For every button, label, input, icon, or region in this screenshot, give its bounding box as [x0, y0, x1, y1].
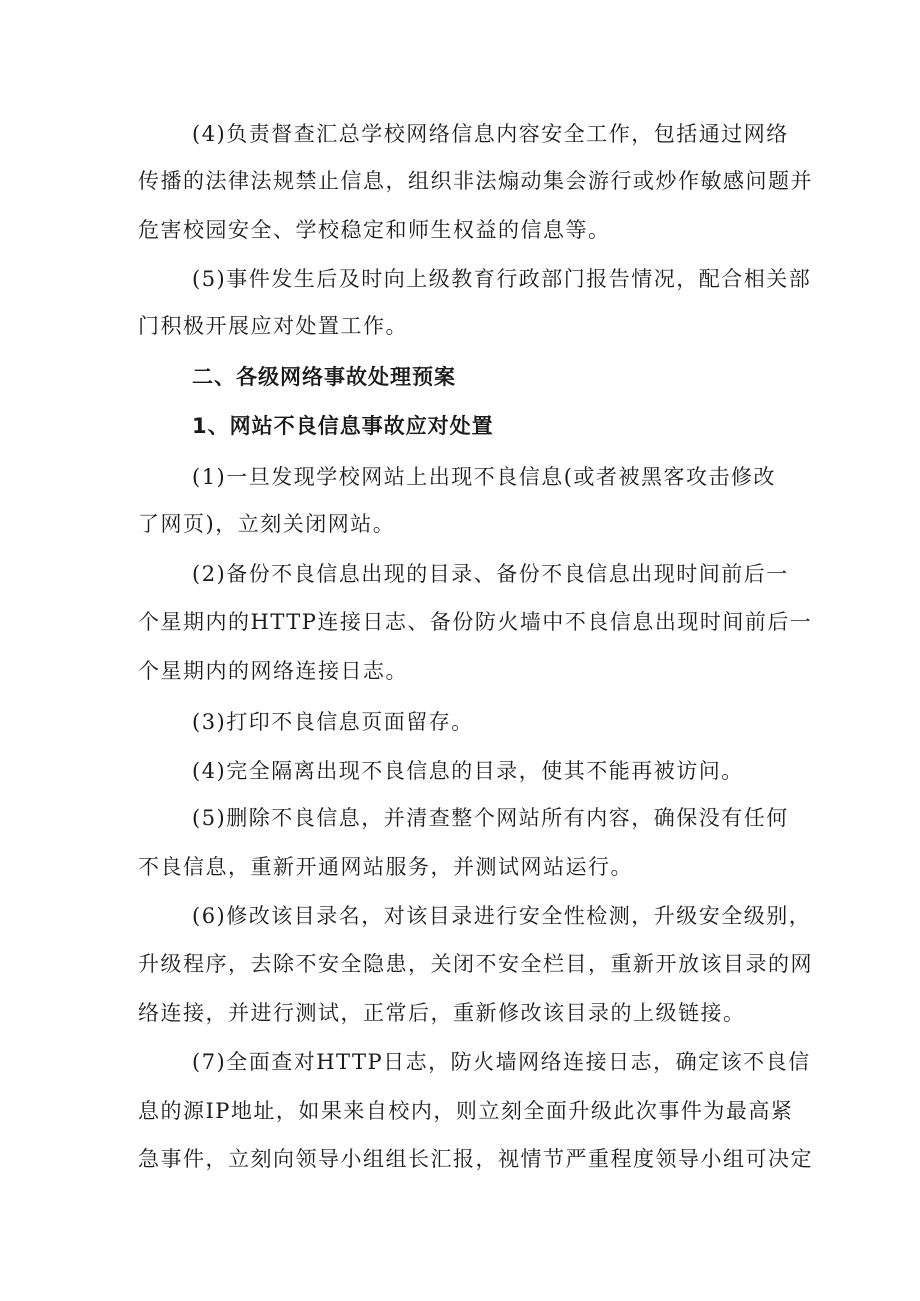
paragraph-4-line-1: (4)负责督查汇总学校网络信息内容安全工作，包括通过网络 — [192, 122, 789, 146]
paragraph-4-line-3: 危害校园安全、学校稳定和师生权益的信息等。 — [138, 218, 611, 242]
step-6-line-2: 升级程序，去除不安全隐患，关闭不安全栏目，重新开放该目录的网 — [138, 952, 813, 976]
subsection-heading: 1、网站不良信息事故应对处置 — [192, 414, 494, 438]
step-2-line-3: 个星期内的网络连接日志。 — [138, 659, 408, 683]
section-heading: 二、各级网络事故处理预案 — [192, 365, 456, 389]
step-2-line-2: 个星期内的HTTP连接日志、备份防火墙中不良信息出现时间前后一 — [138, 610, 813, 634]
step-1-line-2: 了网页)，立刻关闭网站。 — [138, 512, 396, 536]
step-5-line-1: (5)删除不良信息，并清查整个网站所有内容，确保没有任何 — [192, 806, 789, 830]
step-7-line-3: 急事件，立刻向领导小组组长汇报，视情节严重程度领导小组可决定 — [138, 1147, 813, 1171]
step-3-line-1: (3)打印不良信息页面留存。 — [192, 710, 474, 734]
step-2-line-1: (2)备份不良信息出现的目录、备份不良信息出现时间前后一 — [192, 562, 789, 586]
step-6-line-1: (6)修改该目录名，对该目录进行安全性检测，升级安全级别， — [192, 904, 812, 928]
paragraph-5-line-1: (5)事件发生后及时向上级教育行政部门报告情况，配合相关部 — [192, 267, 812, 291]
step-4-line-1: (4)完全隔离出现不良信息的目录，使其不能再被访问。 — [192, 759, 744, 783]
step-6-line-3: 络连接，并进行测试，正常后，重新修改该目录的上级链接。 — [138, 1001, 746, 1025]
step-1-line-1: (1)一旦发现学校网站上出现不良信息(或者被黑客攻击修改 — [192, 465, 776, 489]
step-7-line-1: (7)全面查对HTTP日志，防火墙网络连接日志，确定该不良信 — [192, 1050, 811, 1074]
step-7-line-2: 息的源IP地址，如果来自校内，则立刻全面升级此次事件为最高紧 — [138, 1099, 794, 1123]
paragraph-5-line-2: 门积极开展应对处置工作。 — [138, 314, 408, 338]
paragraph-4-line-2: 传播的法律法规禁止信息，组织非法煽动集会游行或炒作敏感问题并 — [138, 169, 813, 193]
step-5-line-2: 不良信息，重新开通网站服务，并测试网站运行。 — [138, 855, 633, 879]
